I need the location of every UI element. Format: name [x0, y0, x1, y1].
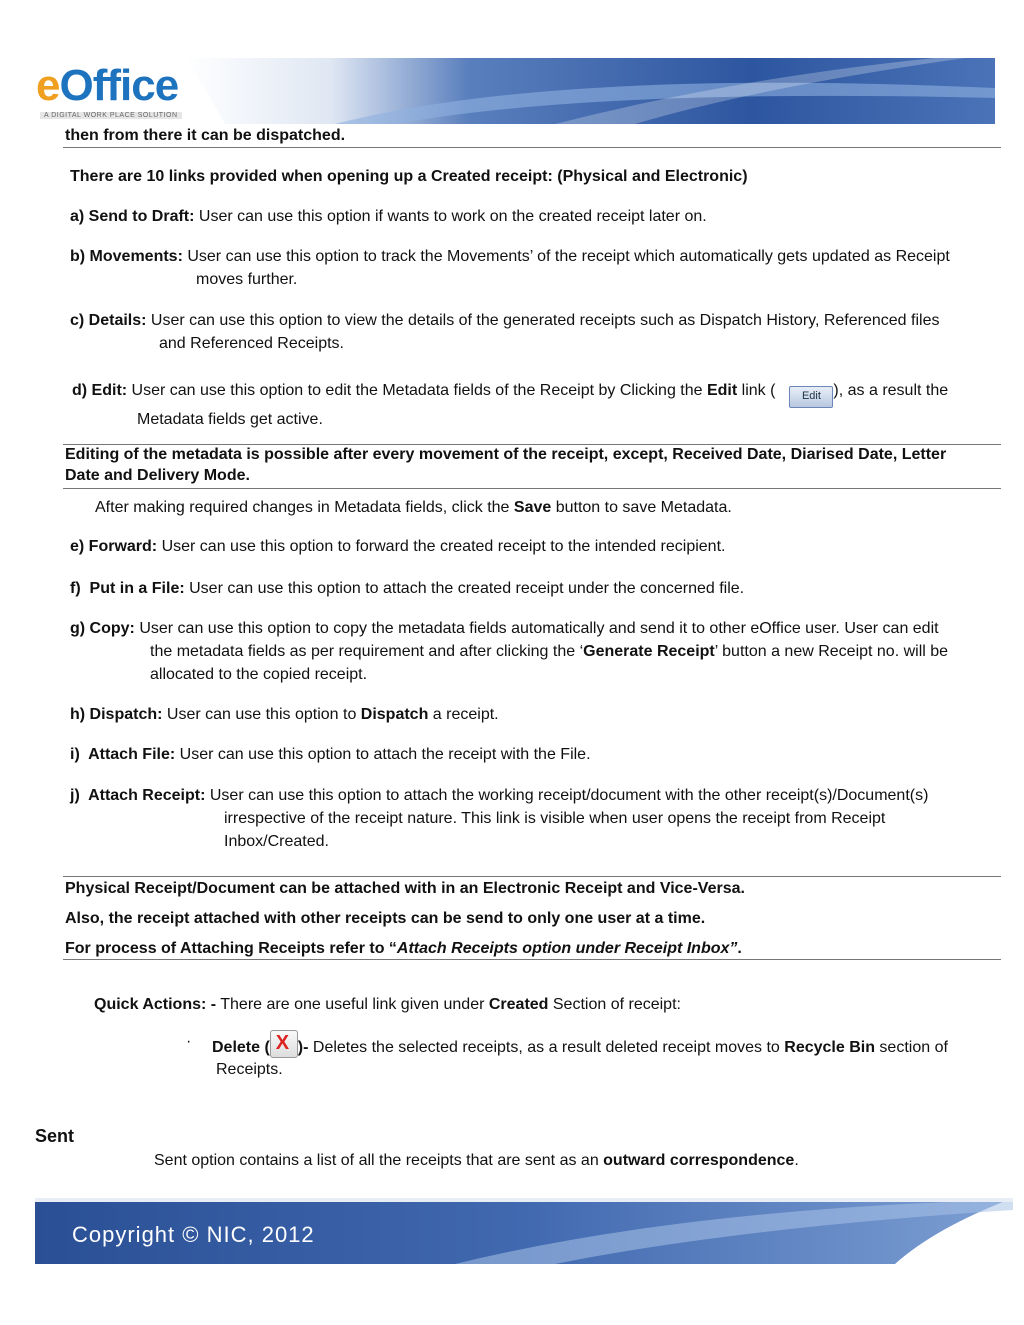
- item-text-cont: irrespective of the receipt nature. This link is visible when user opens the receipt from Receipt: [224, 810, 886, 827]
- recycle-bin-word: Recycle Bin: [784, 1039, 875, 1056]
- item-text-cont: Metadata fields get active.: [137, 411, 323, 428]
- edit-word: Edit: [706, 382, 738, 399]
- delete-icon: X: [270, 1030, 298, 1058]
- item-text: User can use this option to attach the working receipt/document with the other receipt(s)/Document(s): [205, 787, 929, 804]
- item-text: User can use this option to forward the created receipt to the intended recipient.: [157, 538, 726, 555]
- item-label: e) Forward:: [70, 538, 158, 555]
- delete-action: Delete ( X )- Deletes the selected receipts, as a result deleted receipt moves to Recycle Bin section of Receipts.: [212, 1032, 948, 1078]
- note-line: For process of Attaching Receipts refer to “: [65, 940, 397, 957]
- item-label: f) Put in a File:: [70, 580, 185, 597]
- divider: [63, 147, 1001, 148]
- item-label: h) Dispatch:: [70, 706, 163, 723]
- item-label: b) Movements:: [70, 248, 183, 265]
- links-heading: There are 10 links provided when opening up a Created receipt: (Physical and Electronic): [70, 168, 748, 185]
- created-word: Created: [488, 996, 549, 1013]
- item-text: User can use this option if wants to work on the created receipt later on.: [194, 208, 707, 225]
- item-text-cont: the metadata fields as per requirement and after clicking the ‘: [150, 643, 584, 660]
- bullet: ·: [186, 1033, 192, 1050]
- delete-label: Delete (: [212, 1039, 270, 1056]
- sent-heading: Sent: [35, 1126, 75, 1146]
- item-label: d) Edit:: [72, 382, 128, 399]
- metadata-note: [65, 444, 1010, 486]
- quick-actions: Quick Actions: - There are one useful link given under Created Section of receipt:: [94, 996, 681, 1013]
- item-label: c) Details:: [70, 312, 147, 329]
- item-text: User can use this option to track the Movements’ of the receipt which automatically gets updated as Receipt: [182, 248, 950, 265]
- item-copy: [70, 617, 1015, 686]
- item-text-cont: moves further.: [196, 271, 298, 288]
- save-note: After making required changes in Metadata fields, click the Save button to save Metadata.: [95, 499, 732, 516]
- note-line: Physical Receipt/Document can be attached with in an Electronic Receipt and Vice-Versa.: [65, 880, 745, 897]
- item-label: g) Copy:: [70, 620, 135, 637]
- note-line: Also, the receipt attached with other receipts can be send to only one user at a time.: [65, 910, 706, 927]
- item-send-to-draft: [70, 205, 707, 228]
- logo-tagline: A DIGITAL WORK PLACE SOLUTION: [40, 112, 182, 119]
- item-text-cont: and Referenced Receipts.: [159, 335, 344, 352]
- item-attach-file: [70, 743, 591, 766]
- attach-note: Physical Receipt/Document can be attached with in an Electronic Receipt and Vice-Versa. Also, the receipt attached with other receipts can be send to only one user at a time. For process of Attaching Receipts refer to “Attach Receipts option under Receipt Inbox”.: [65, 874, 745, 964]
- item-label: i) Attach File:: [70, 746, 176, 763]
- eoffice-logo: eOffice: [36, 61, 179, 110]
- copyright-text: Copyright © NIC, 2012: [72, 1222, 315, 1247]
- item-edit: [72, 379, 1012, 431]
- divider: [63, 959, 1001, 960]
- note-line: Editing of the metadata is possible after every movement of the receipt, except, Received Date, Diarised Date, Letter: [65, 446, 947, 463]
- item-text: ), as a result the: [833, 382, 949, 399]
- item-forward: [70, 535, 725, 558]
- item-text-cont: Inbox/Created.: [224, 833, 329, 850]
- item-movements: [70, 245, 1010, 291]
- note-line: Date and Delivery Mode.: [65, 467, 250, 484]
- item-text-cont: allocated to the copied receipt.: [150, 666, 368, 683]
- item-details: [70, 309, 1010, 355]
- item-label: j) Attach Receipt:: [70, 787, 206, 804]
- attach-receipts-reference: Attach Receipts option under Receipt Inbox”: [396, 940, 738, 957]
- item-text: link (: [737, 382, 776, 399]
- item-text: User can use this option to attach the receipt with the File.: [175, 746, 591, 763]
- intro-line: then from there it can be dispatched.: [65, 127, 346, 144]
- dispatch-word: Dispatch: [360, 706, 429, 723]
- outward-correspondence-word: outward correspondence: [603, 1152, 795, 1169]
- item-text: User can use this option to copy the metadata fields automatically and send it to other eOffice user. User can edit: [134, 620, 939, 637]
- item-attach-receipt: [70, 784, 1015, 853]
- item-text: User can use this option to attach the created receipt under the concerned file.: [184, 580, 745, 597]
- generate-receipt-word: Generate Receipt: [583, 643, 715, 660]
- item-dispatch: h) Dispatch: User can use this option to Dispatch a receipt.: [70, 706, 499, 723]
- item-text-cont: ’ button a new Receipt no. will be: [714, 643, 949, 660]
- sent-description: Sent option contains a list of all the receipts that are sent as an outward correspondence.: [154, 1152, 799, 1169]
- item-label: a) Send to Draft:: [70, 208, 195, 225]
- quick-actions-label: Quick Actions: -: [94, 996, 217, 1013]
- edit-button-icon: Edit: [789, 386, 833, 408]
- item-text: User can use this option to edit the Metadata fields of the Receipt by Clicking the: [127, 382, 707, 399]
- item-text: User can use this option to view the details of the generated receipts such as Dispatch History, Referenced files: [146, 312, 940, 329]
- item-put-in-file: [70, 577, 744, 600]
- save-word: Save: [513, 499, 552, 516]
- divider: [63, 488, 1001, 489]
